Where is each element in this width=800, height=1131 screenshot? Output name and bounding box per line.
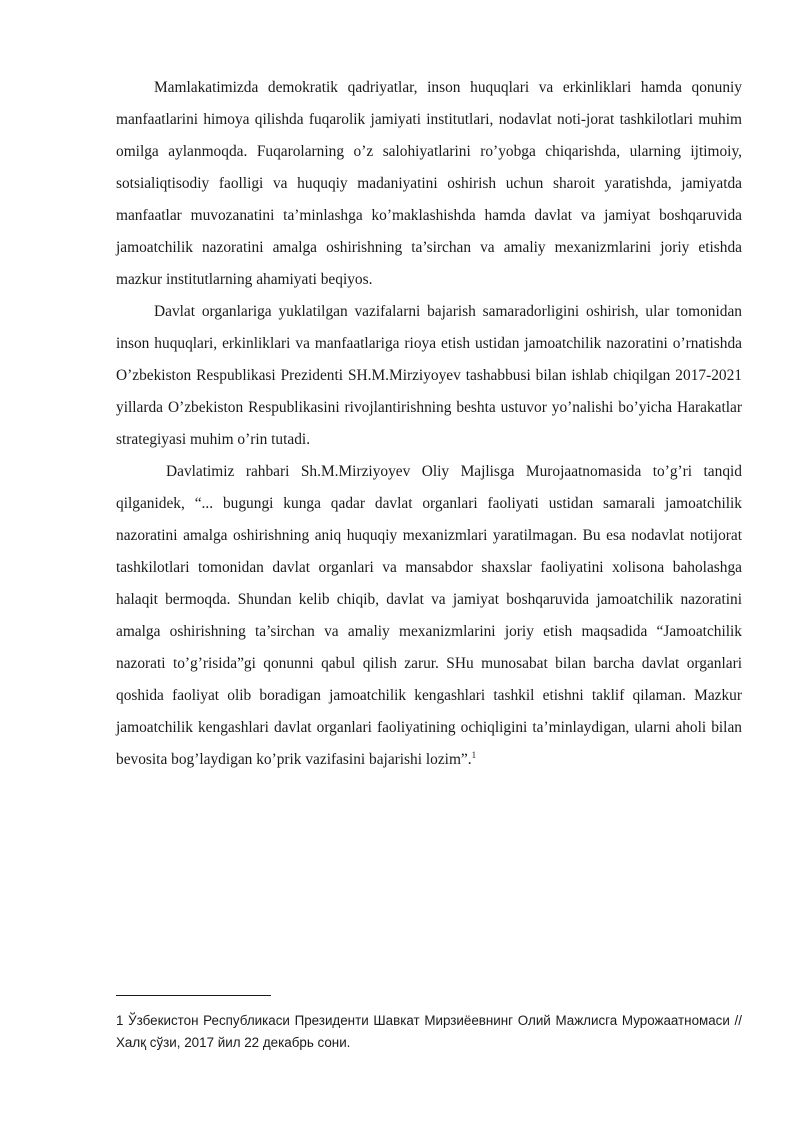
body-text	[116, 72, 742, 776]
footnote-text: Ўзбекистон Республикаси Президенти Шавкат Мирзиёевнинг Олий Мажлисга Мурожаатномаси // Халқ сўзи, 2017 йил 22 декабрь сони.	[116, 1013, 742, 1050]
paragraph-quote-text: Davlatimiz rahbari Sh.M.Mirziyoyev Oliy Majlisga Murojaatnomasida to’g’ri tanqid qilganidek, “... bugungi kunga qadar davlat organlari faoliyati ustidan samarali jamoatchilik nazoratini amalga oshirishning aniq huquqiy mexanizmlari yaratilmagan. Bu esa nodavlat notijorat tashkilotlari tomonidan davlat organlari va mansabdor shaxslar faoliyatini xolisona baholashga halaqit bermoqda. Shundan kelib chiqib, davlat va jamiyat boshqaruvida jamoatchilik nazoratini amalga oshirishning ta’sirchan va amaliy mexanizmlarini joriy etish maqsadida “Jamoatchilik nazorati to’g’risida”gi qonunni qabul qilish zarur. SHu munosabat bilan barcha davlat organlari qoshida faoliyat olib boradigan jamoatchilik kengashlari tashkil etishni taklif qilaman. Mazkur jamoatchilik kengashlari davlat organlari faoliyatining ochiqligini ta’minlaydigan, ularni aholi bilan bevosita bog’laydigan ko’prik vazifasini bajarishi lozim”.	[116, 463, 742, 768]
footnote-reference[interactable]: 1	[471, 749, 477, 760]
paragraph-intro: Mamlakatimizda demokratik qadriyatlar, inson huquqlari va erkinliklari hamda qonuniy manfaatlarini himoya qilishda fuqarolik jamiyati institutlari, nodavlat noti-jorat tashkilotlari muhim omilga aylanmoqda. Fuqarolarning o’z salohiyatlarini ro’yobga chiqarishda, ularning ijtimoiy, sotsialiqtisodiy faolligi va huquqiy madaniyatini oshirish uchun sharoit yaratishda, jamiyatda manfaatlar muvozanatini ta’minlashga ko’maklashishda hamda davlat va jamiyat boshqaruvida jamoatchilik nazoratini amalga oshirishning ta’sirchan va amaliy mexanizmlarini joriy etishda mazkur institutlarning ahamiyati beqiyos.	[116, 79, 742, 288]
footnote-number: 1	[116, 1013, 124, 1028]
footnote	[116, 1010, 742, 1054]
footnote-separator	[116, 995, 271, 996]
paragraph-strategy: Davlat organlariga yuklatilgan vazifalarni bajarish samaradorligini oshirish, ular tomonidan inson huquqlari, erkinliklari va manfaatlariga rioya etish ustidan jamoatchilik nazoratini o’rnatishda O’zbekiston Respublikasi Prezidenti SH.M.Mirziyoyev tashabbusi bilan ishlab chiqilgan 2017-2021 yillarda O’zbekiston Respublikasini rivojlantirishning beshta ustuvor yo’nalishi bo’yicha Harakatlar strategiyasi muhim o’rin tutadi.	[116, 303, 742, 448]
paragraph-quote	[116, 456, 742, 776]
